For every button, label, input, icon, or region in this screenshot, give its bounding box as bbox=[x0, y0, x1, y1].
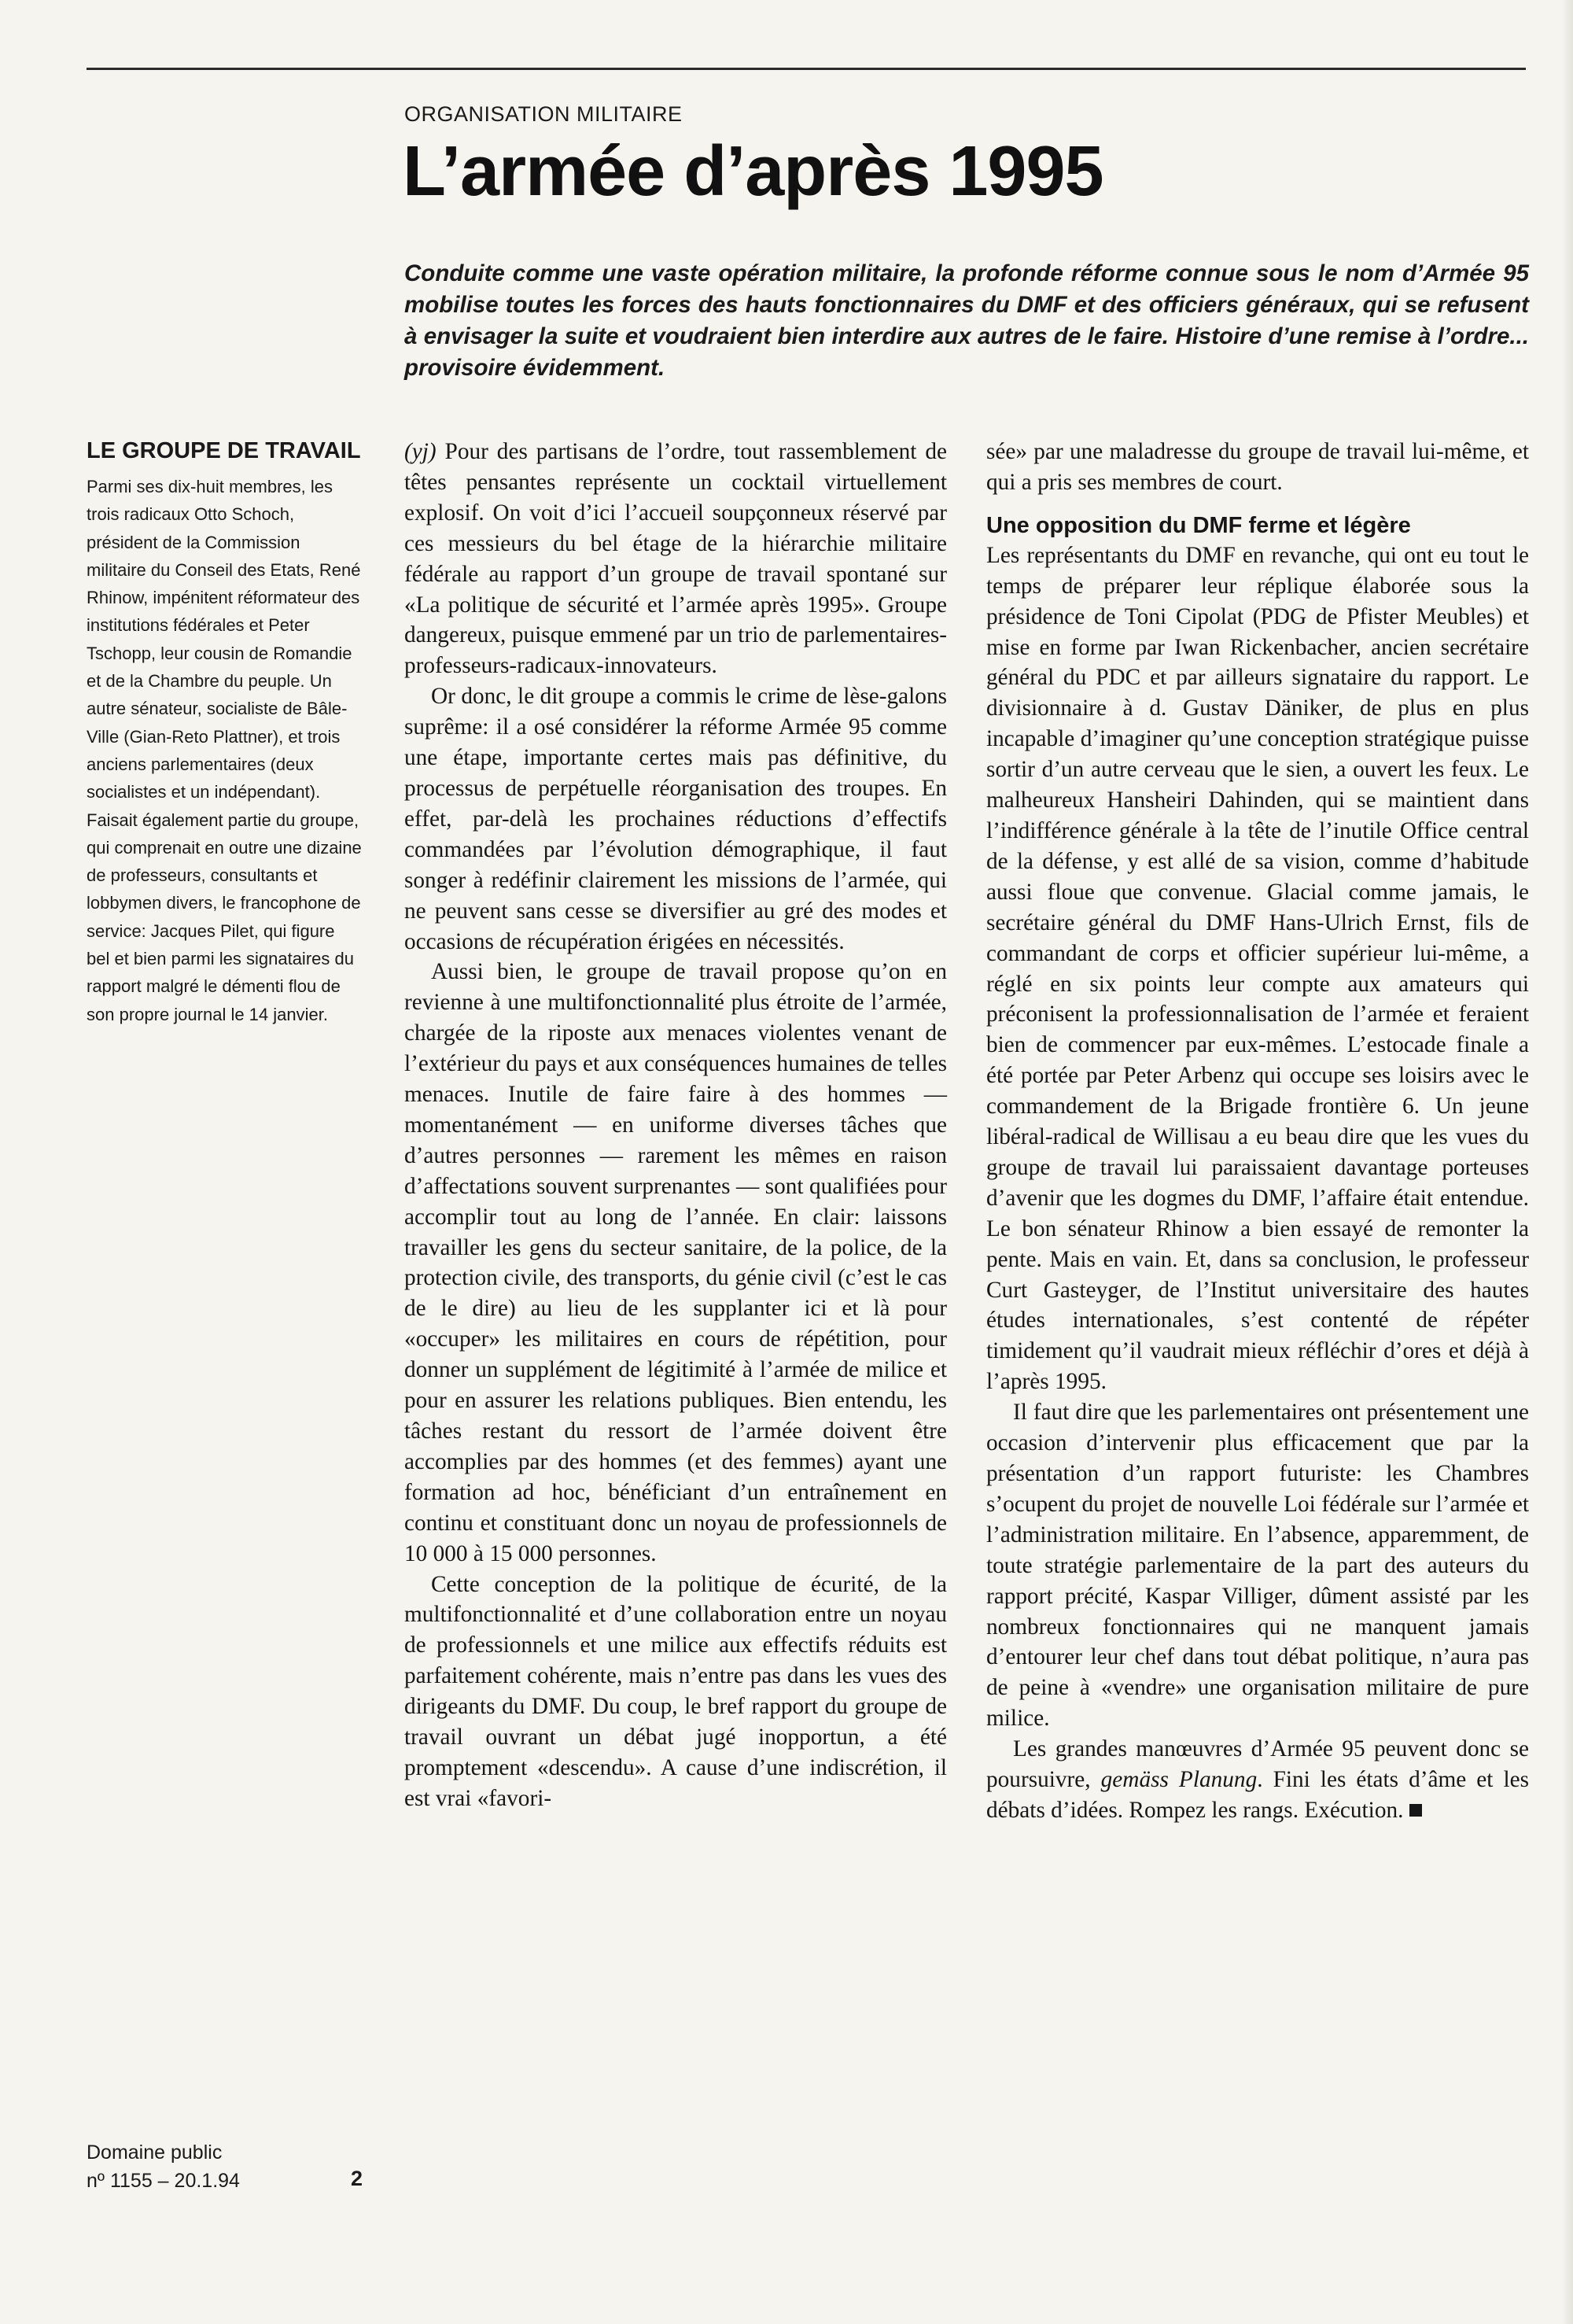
paragraph: sée» par une maladresse du groupe de travail lui-même, et qui a pris ses membres de court. bbox=[986, 439, 1529, 495]
footer-publication bbox=[87, 2138, 240, 2195]
article-title: L’armée d’après 1995 bbox=[403, 132, 1103, 211]
sidebar-text: Parmi ses dix-huit membres, les trois radicaux Otto Schoch, président de la Commission militaire du Conseil des Etats, René Rhinow, impénitent réformateur des institutions fédérales et Peter Tschopp, leur cousin de Romandie et de la Chambre du peuple. Un autre sénateur, socialiste de Bâle-Ville (Gian-Reto Plattner), et trois anciens parlementaires (deux socialistes et un indépendant). Faisait également partie du groupe, qui comprenait en outre une dizaine de professeurs, consultants et lobbymen divers, le francophone de service: Jacques Pilet, qui figure bel et bien parmi les signataires du rapport malgré le démenti flou de son propre journal le 14 janvier. bbox=[87, 477, 362, 1024]
paragraph: Les représentants du DMF en revanche, qui ont eu tout le temps de préparer leur réplique élaborée sous la présidence de Toni Cipolat (PDG de Pfister Meubles) et mise en forme par Iwan Rickenbacher, ancien secrétaire général du PDC et par ailleurs signataire du rapport. Le divisionnaire à d. Gustav Däniker, de plus en plus incapable d’imaginer qu’une conception stratégique puisse sortir d’un autre cerveau que le sien, a ouvert les feux. Le malheureux Hansheiri Dahinden, qui se maintient dans l’indifférence générale à la tête de l’inutile Office central de la défense, y est allé de sa vision, comme d’habitude aussi floue que convenue. Glacial comme jamais, le secrétaire général du DMF Hans-Ulrich Ernst, fils de commandant de corps et officier supérieur lui-même, a réglé en six points leur compte aux amateurs qui préconisent la professionnalisation de l’armée et feraient bien de commencer par eux-mêmes. L’estocade finale a été portée par Peter Arbenz qui occupe ses loisirs avec le commandement de la Brigade frontière 6. Un jeune libéral-radical de Willisau a eu beau dire que les vues du groupe de travail lui paraissaient davantage porteuses d’avenir que les dogmes du DMF, l’affaire était entendue. Le bon sénateur Rhinow a bien essayé de remonter la pente. Mais en vain. Et, dans sa conclusion, le professeur Curt Gasteyger, de l’Institut universitaire des hautes études internationales, s’est contenté de répéter timidement qu’il vaudrait mieux réfléchir d’ores et déjà à l’après 1995. bbox=[986, 542, 1529, 1395]
paragraph-text: Les grandes manœuvres d’Armée 95 peuvent donc se poursuivre, bbox=[986, 1736, 1529, 1793]
paragraph-text: Pour des partisans de l’ordre, tout rassemblement de têtes pensantes représente un cocktail virtuellement explosif. On voit d’ici l’accueil soupçonneux réservé par ces messieurs du bel étage de la hiérarchie militaire fédérale au rapport d’un groupe de travail spontané sur «La politique de sécurité et l’armée après 1995». Groupe dangereux, puisque emmené par un trio de parlementaires-professeurs-radicaux-innovateurs. bbox=[404, 439, 947, 679]
section-kicker: ORGANISATION MILITAIRE bbox=[404, 102, 683, 126]
paragraph: Or donc, le dit groupe a commis le crime de lèse-galons suprême: il a osé considérer la réforme Armée 95 comme une étape, importante certes mais pas définitive, du processus de perpétuelle réorganisation des troupes. En effet, par-delà les prochaines réductions d’effectifs commandées par l’évolution démographique, il faut songer à redéfinir clairement les missions de l’armée, qui ne peuvent sans cesse se diversifier au gré des modes et occasions de récupération érigées en nécessités. bbox=[404, 684, 947, 954]
page-edge-shadow bbox=[1562, 0, 1573, 2324]
end-mark-icon bbox=[1409, 1804, 1422, 1817]
paragraph bbox=[986, 1734, 1529, 1826]
header-rule bbox=[87, 68, 1526, 70]
article-lead: Conduite comme une vaste opération militaire, la profonde réforme connue sous le nom d’Armée 95 mobilise toutes les forces des hauts fonctionnaires du DMF et des officiers généraux, qui se refusent à envisager la suite et voudraient bien interdire aux autres de le faire. Histoire d’une remise à l’ordre... provisoire évidemment. bbox=[404, 260, 1529, 381]
publication-name: Domaine public bbox=[87, 2141, 223, 2164]
emphasis-text: gemäss Planung bbox=[1100, 1767, 1258, 1793]
sidebar-box bbox=[87, 437, 362, 1028]
author-initials: (yj) bbox=[404, 439, 437, 464]
paragraph-text: . Fini les états d’âme et les débats d’idées. Rompez les rangs. Exécution. bbox=[986, 1767, 1529, 1823]
issue-number: nº 1155 – 20.1.94 bbox=[87, 2170, 240, 2192]
article-column-1 bbox=[404, 437, 947, 1814]
paragraph bbox=[404, 437, 947, 681]
paragraph: Il faut dire que les parlementaires ont présentement une occasion d’intervenir plus efficacement que par la présentation d’un rapport futuriste: les Chambres s’ocupent du projet de nouvelle Loi fédérale sur l’armée et l’administration militaire. En l’absence, apparemment, de toute stratégie parlementaire de la part des auteurs du rapport précité, Kaspar Villiger, dûment assisté par les nombreux fonctionnaires qui ne manquent jamais d’entourer leur chef dans tout débat politique, n’aura pas de peine à «vendre» une organisation militaire de pure milice. bbox=[986, 1400, 1529, 1732]
subheading: Une opposition du DMF ferme et légère bbox=[986, 512, 1411, 538]
page-number: 2 bbox=[351, 2167, 363, 2190]
sidebar-heading: LE GROUPE DE TRAVAIL bbox=[87, 438, 361, 463]
paragraph: Cette conception de la politique de écurité, de la multifonctionnalité et d’une collaboration entre un noyau de professionnels et une milice aux effectifs réduits est parfaitement cohérente, mais n’entre pas dans les vues des dirigeants du DMF. Du coup, le bref rapport du groupe de travail ouvrant un débat jugé inopportun, a été promptement «descendu». A cause d’une indiscrétion, il est vrai «favori- bbox=[404, 1571, 947, 1811]
article-column-2 bbox=[986, 437, 1529, 1826]
paragraph: Aussi bien, le groupe de travail propose qu’on en revienne à une multifonctionnalité plus étroite de l’armée, chargée de la riposte aux menaces violentes venant de l’extérieur du pays et aux conséquences humaines de telles menaces. Inutile de faire faire à des hommes — momentanément — en uniforme diverses tâches que d’autres personnes — rarement les mêmes en raison d’affectations souvent surprenantes — sont qualifiées pour accomplir tout au long de l’année. En clair: laissons travailler les gens du secteur sanitaire, de la police, de la protection civile, des transports, du génie civil (c’est le cas de le dire) au lieu de les supplanter ici et là pour «occuper» les militaires en cours de répétition, pour donner un supplément de légitimité à l’armée de milice et pour en assurer les relations publiques. Bien entendu, les tâches restant du ressort de l’armée doivent être accomplies par des hommes (et des femmes) ayant une formation ad hoc, bénéficiant d’un entraînement en continu et constituant donc un noyau de professionnels de 10 000 à 15 000 personnes. bbox=[404, 959, 947, 1566]
